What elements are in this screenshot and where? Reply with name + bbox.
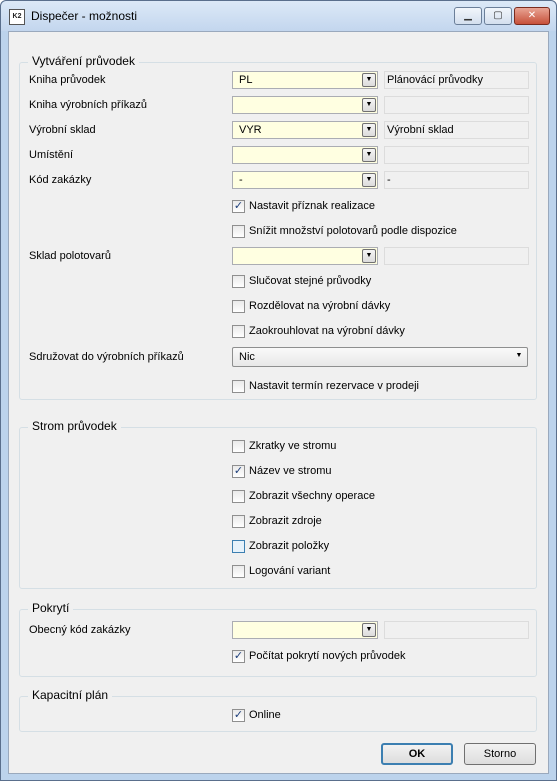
desc-vyrobni-sklad: Výrobní sklad — [384, 121, 529, 139]
label-sdruzovat: Sdružovat do výrobních příkazů — [29, 351, 184, 363]
app-icon: K2 — [9, 9, 25, 25]
chevron-down-icon[interactable]: ▼ — [362, 123, 376, 137]
label-sklad-polotovaru: Sklad polotovarů — [29, 250, 111, 262]
checkbox-label: Slučovat stejné průvodky — [249, 275, 372, 287]
close-button[interactable]: ✕ — [514, 7, 550, 25]
chevron-down-icon[interactable]: ▼ — [362, 173, 376, 187]
checkbox-label: Zobrazit položky — [249, 540, 330, 552]
label-kod-zakazky: Kód zakázky — [29, 174, 92, 186]
checkbox-box[interactable] — [232, 225, 245, 238]
checkbox-box[interactable] — [232, 565, 245, 578]
combo-vyrobni-sklad[interactable] — [232, 121, 378, 139]
checkbox-label: Počítat pokrytí nových průvodek — [249, 650, 406, 662]
combo-value: - — [239, 174, 243, 186]
group-title-capacity: Kapacitní plán — [28, 688, 112, 702]
checkbox-label: Rozdělovat na výrobní dávky — [249, 300, 391, 312]
desc-kniha-pruvodek: Plánovácí průvodky — [384, 71, 529, 89]
checkbox-label: Online — [249, 709, 281, 721]
label-umisteni: Umístění — [29, 149, 74, 161]
checkbox-box[interactable] — [232, 515, 245, 528]
maximize-button[interactable]: ▢ — [484, 7, 512, 25]
checkbox-label: Zobrazit všechny operace — [249, 490, 375, 502]
chevron-down-icon[interactable]: ▼ — [515, 352, 523, 359]
desc-umisteni — [384, 146, 529, 164]
checkbox-box[interactable] — [232, 490, 245, 503]
select-sdruzovat[interactable] — [232, 347, 528, 367]
combo-umisteni[interactable] — [232, 146, 378, 164]
checkbox-label: Nastavit termín rezervace v prodeji — [249, 380, 419, 392]
checkbox-label: Logování variant — [249, 565, 331, 577]
group-coverage — [19, 601, 537, 677]
chevron-down-icon[interactable]: ▼ — [362, 623, 376, 637]
checkbox-box[interactable] — [232, 440, 245, 453]
checkbox-box[interactable]: ✓ — [233, 650, 244, 662]
combo-value: PL — [239, 74, 253, 86]
checkbox-box[interactable] — [232, 380, 245, 393]
group-title-coverage: Pokrytí — [28, 601, 73, 615]
desc-sklad-polotovaru — [384, 247, 529, 265]
group-title-creation: Vytváření průvodek — [28, 54, 139, 68]
checkbox-box[interactable] — [232, 275, 245, 288]
checkbox-label: Název ve stromu — [249, 465, 332, 477]
label-obecny-kod-zakazky: Obecný kód zakázky — [29, 624, 131, 636]
checkbox-label: Zobrazit zdroje — [249, 515, 322, 527]
label-kniha-vyrobnich-prikazu: Kniha výrobních příkazů — [29, 99, 148, 111]
desc-kniha-vyrobnich-prikazu — [384, 96, 529, 114]
cancel-button[interactable]: Storno — [464, 743, 536, 765]
title-bar[interactable] — [1, 1, 556, 31]
label-kniha-pruvodek: Kniha průvodek — [29, 74, 106, 86]
minimize-button[interactable]: ▁ — [454, 7, 482, 25]
checkbox-label: Zaokrouhlovat na výrobní dávky — [249, 325, 405, 337]
desc-obecny-kod-zakazky — [384, 621, 529, 639]
checkbox-box[interactable] — [232, 540, 245, 553]
dialog-client-area — [8, 31, 549, 774]
combo-sklad-polotovaru[interactable] — [232, 247, 378, 265]
checkbox-box[interactable] — [232, 325, 245, 338]
combo-value: VYR — [239, 124, 262, 136]
checkbox-label: Nastavit příznak realizace — [249, 200, 375, 212]
checkbox-box[interactable]: ✓ — [233, 709, 244, 721]
combo-kniha-vyrobnich-prikazu[interactable] — [232, 96, 378, 114]
chevron-down-icon[interactable]: ▼ — [362, 73, 376, 87]
select-value: Nic — [239, 351, 255, 363]
combo-kniha-pruvodek[interactable] — [232, 71, 378, 89]
checkbox-box[interactable] — [232, 300, 245, 313]
checkbox-label: Zkratky ve stromu — [249, 440, 337, 452]
chevron-down-icon[interactable]: ▼ — [362, 98, 376, 112]
combo-kod-zakazky[interactable] — [232, 171, 378, 189]
checkbox-label: Snížit množství polotovarů podle dispozice — [249, 225, 457, 237]
combo-obecny-kod-zakazky[interactable] — [232, 621, 378, 639]
checkbox-box[interactable]: ✓ — [233, 465, 244, 477]
desc-kod-zakazky: - — [384, 171, 529, 189]
window-title: Dispečer - možnosti — [31, 9, 138, 23]
chevron-down-icon[interactable]: ▼ — [362, 249, 376, 263]
group-title-tree: Strom průvodek — [28, 419, 121, 433]
checkbox-box[interactable]: ✓ — [233, 200, 244, 212]
ok-button[interactable]: OK — [381, 743, 453, 765]
chevron-down-icon[interactable]: ▼ — [362, 148, 376, 162]
label-vyrobni-sklad: Výrobní sklad — [29, 124, 96, 136]
